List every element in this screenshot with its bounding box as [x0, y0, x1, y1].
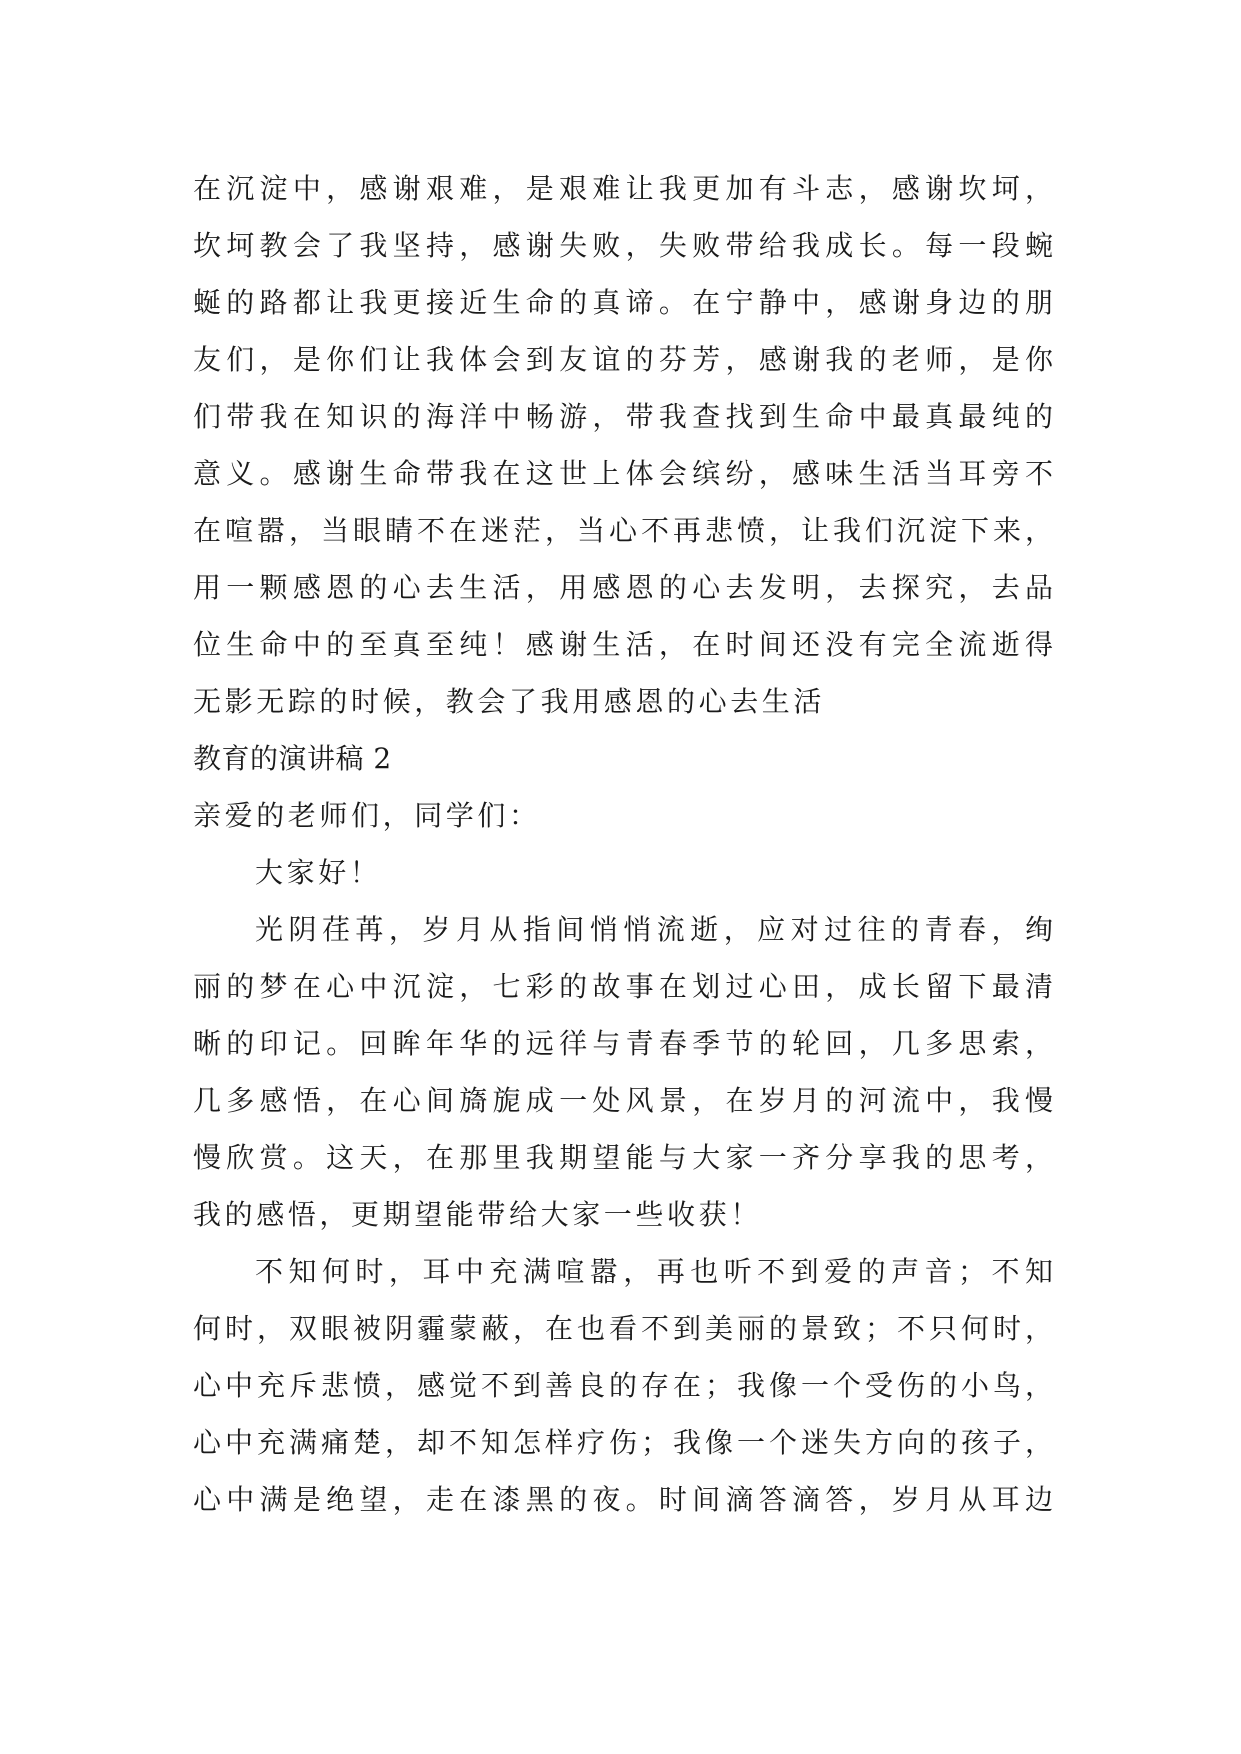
text-line: 晰的印记。回眸年华的远徉与青春季节的轮回，几多思索，: [193, 1027, 1053, 1060]
text-line: 在喧嚣，当眼睛不在迷茫，当心不再悲愤，让我们沉淀下来，: [193, 514, 1053, 547]
text-line: 们带我在知识的海洋中畅游，带我查找到生命中最真最纯的: [193, 400, 1053, 433]
greeting: 大家好！: [255, 856, 382, 889]
paragraph-gratitude: [193, 160, 1053, 730]
text-line: 位生命中的至真至纯！感谢生活，在时间还没有完全流逝得: [193, 628, 1053, 661]
paragraph-confusion: [193, 1243, 1053, 1528]
text-line: 我的感悟，更期望能带给大家一些收获！: [193, 1198, 762, 1231]
text-line: 几多感悟，在心间旖旎成一处风景，在岁月的河流中，我慢: [193, 1084, 1053, 1117]
text-line: 光阴荏苒，岁月从指间悄悄流逝，应对过往的青春，绚: [255, 913, 1053, 946]
text-line: 慢欣赏。这天，在那里我期望能与大家一齐分享我的思考，: [193, 1141, 1053, 1174]
text-line: 心中满是绝望，走在漆黑的夜。时间滴答滴答，岁月从耳边: [193, 1483, 1053, 1516]
document-body: [193, 160, 1053, 1528]
text-line: 蜒的路都让我更接近生命的真谛。在宁静中，感谢身边的朋: [193, 286, 1053, 319]
paragraph-youth: [193, 901, 1053, 1243]
text-line: 在沉淀中，感谢艰难，是艰难让我更加有斗志，感谢坎坷，: [193, 172, 1053, 205]
text-line: 不知何时，耳中充满喧嚣，再也听不到爱的声音；不知: [255, 1255, 1053, 1288]
text-line: 用一颗感恩的心去生活，用感恩的心去发明，去探究，去品: [193, 571, 1053, 604]
text-line: 丽的梦在心中沉淀，七彩的故事在划过心田，成长留下最清: [193, 970, 1053, 1003]
text-line: 心中充斥悲愤，感觉不到善良的存在；我像一个受伤的小鸟，: [193, 1369, 1053, 1402]
text-line: 意义。感谢生命带我在这世上体会缤纷，感味生活当耳旁不: [193, 457, 1053, 490]
salutation: 亲爱的老师们，同学们：: [193, 799, 541, 832]
text-line: 坎坷教会了我坚持，感谢失败，失败带给我成长。每一段蜿: [193, 229, 1053, 262]
text-line: 心中充满痛楚，却不知怎样疗伤；我像一个迷失方向的孩子，: [193, 1426, 1053, 1459]
text-line: 友们，是你们让我体会到友谊的芬芳，感谢我的老师，是你: [193, 343, 1053, 376]
section-title: 教育的演讲稿 2: [193, 742, 392, 775]
text-line: 何时，双眼被阴霾蒙蔽，在也看不到美丽的景致；不只何时，: [193, 1312, 1053, 1345]
text-line: 无影无踪的时候，教会了我用感恩的心去生活: [193, 685, 826, 718]
